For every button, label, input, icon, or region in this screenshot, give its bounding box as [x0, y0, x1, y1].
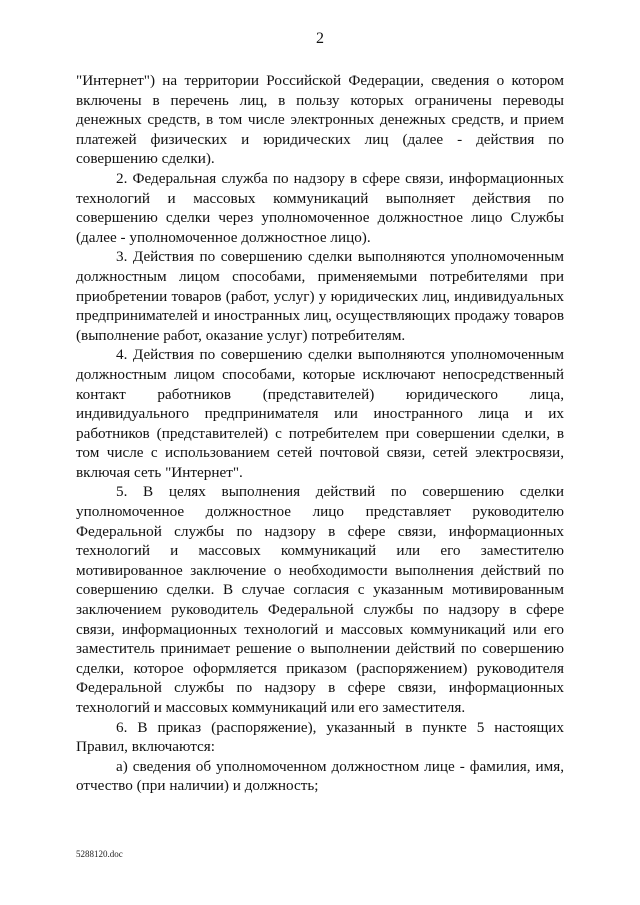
page-number: 2	[316, 30, 324, 47]
paragraph-item-6: 6. В приказ (распоряжение), указанный в пункте 5 настоящих Правил, включаются:	[76, 718, 564, 756]
paragraph-item-5: 5. В целях выполнения действий по совершению сделки уполномоченное должностное лицо представляет руководителю Федеральной службы по надзору в сфере связи, информационных технологий и массовых коммуникаций или его заместителю мотивированное заключение о необходимости выполнения действий по совершению сделки. В случае согласия с указанным мотивированным заключением руководитель Федеральной службы по надзору в сфере связи, информационных технологий и массовых коммуникаций или его заместитель принимает решение о выполнении действий по совершению сделки, которое оформляется приказом (распоряжением) руководителя Федеральной службы по надзору в сфере связи, информационных технологий и массовых коммуникаций или его заместителя.	[76, 483, 564, 716]
paragraph-item-3: 3. Действия по совершению сделки выполняются уполномоченным должностным лицом способами, применяемыми потребителями при приобретении товаров (работ, услуг) у юридических лиц, индивидуальных предпринимателей и иностранных лиц, осуществляющих продажу товаров (выполнение работ, оказание услуг) потребителям.	[76, 248, 564, 344]
paragraph-continuation: "Интернет") на территории Российской Федерации, сведения о котором включены в перечень лиц, в пользу которых ограничены переводы денежных средств, в том числе электронных денежных средств, и прием платежей физических и юридических лиц (далее - действия по совершению сделки).	[76, 72, 564, 168]
paragraph-item-2: 2. Федеральная служба по надзору в сфере связи, информационных технологий и массовых коммуникаций выполняет действия по совершению сделки через уполномоченное должностное лицо Службы (далее - уполномоченное должностное лицо).	[76, 169, 564, 246]
paragraph-subitem-a: а) сведения об уполномоченном должностном лице - фамилия, имя, отчество (при наличии) и должность;	[76, 757, 564, 795]
document-body	[76, 71, 564, 796]
paragraph-item-4: 4. Действия по совершению сделки выполняются уполномоченным должностным лицом способами, которые исключают непосредственный контакт работников (представителей) юридического лица, индивидуального предпринимателя или иностранного лица и их работников (представителей) с потребителем при совершении сделки, в том числе с использованием сетей почтовой связи, сетей электросвязи, включая сеть "Интернет".	[76, 346, 564, 481]
file-name-footer: 5288120.doc	[76, 849, 123, 859]
